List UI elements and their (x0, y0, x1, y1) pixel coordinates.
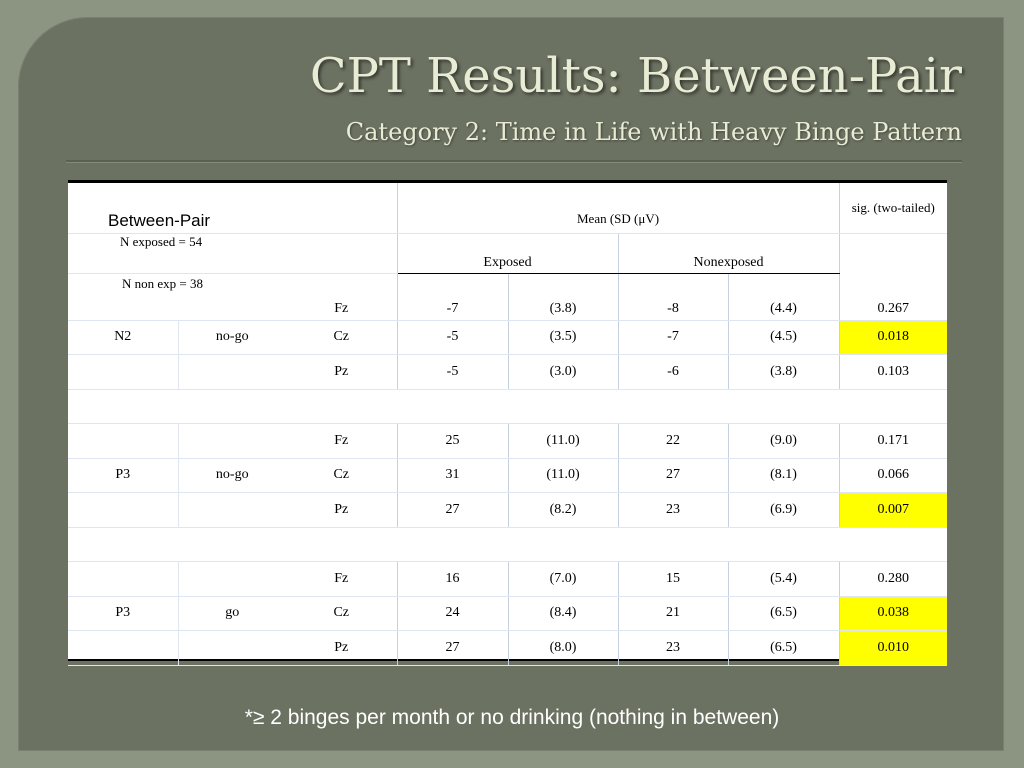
component-cell (68, 424, 178, 459)
sig-cell: 0.018 (839, 320, 947, 355)
table-row (68, 562, 947, 597)
nonexposed-sd-cell: (6.5) (728, 596, 839, 631)
table-row (68, 596, 947, 631)
nonexposed-sd-cell: (4.4) (728, 273, 839, 320)
table-row (68, 273, 947, 320)
table-row (68, 355, 947, 390)
site-cell: Cz (286, 320, 397, 355)
slide-subtitle: Category 2: Time in Life with Heavy Binge Pattern (345, 118, 962, 146)
exposed-mean-cell: 24 (397, 596, 508, 631)
spacer-cell (68, 527, 947, 562)
exposed-header: Exposed (397, 233, 618, 273)
sig-cell: 0.007 (839, 493, 947, 528)
sig-cell: 0.103 (839, 355, 947, 390)
site-cell: Cz (286, 458, 397, 493)
condition-cell: no-go (178, 320, 286, 355)
condition-cell (178, 493, 286, 528)
footnote: *≥ 2 binges per month or no drinking (nothing in between) (244, 706, 780, 729)
exposed-sd-cell: (8.0) (508, 631, 618, 666)
nonexposed-mean-cell: 21 (618, 596, 728, 631)
site-cell: Pz (286, 631, 397, 666)
exposed-sd-cell: (3.5) (508, 320, 618, 355)
exposed-sd-cell: (3.0) (508, 355, 618, 390)
exposed-sd-cell: (7.0) (508, 562, 618, 597)
n-exposed-label: N exposed = 54 (68, 233, 397, 273)
sig-cell: 0.066 (839, 458, 947, 493)
component-cell: P3 (68, 458, 178, 493)
condition-cell (178, 355, 286, 390)
exposed-sd-cell: (11.0) (508, 458, 618, 493)
component-cell (68, 562, 178, 597)
nonexposed-header: Nonexposed (618, 233, 839, 273)
table-row (68, 631, 947, 666)
nonexposed-mean-cell: -6 (618, 355, 728, 390)
table-row (68, 458, 947, 493)
table-row (68, 320, 947, 355)
nonexposed-mean-cell: 27 (618, 458, 728, 493)
component-cell (68, 493, 178, 528)
exposed-mean-cell: -5 (397, 320, 508, 355)
slide-title: CPT Results: Between-Pair (309, 48, 962, 104)
sig-header-spacer (839, 233, 947, 273)
exposed-mean-cell: -7 (397, 273, 508, 320)
table-row (68, 493, 947, 528)
n-nonexp-label: N non exp = 38 (68, 273, 286, 320)
nonexposed-sd-cell: (6.9) (728, 493, 839, 528)
condition-cell (178, 631, 286, 666)
exposed-mean-cell: -5 (397, 355, 508, 390)
nonexposed-sd-cell: (5.4) (728, 562, 839, 597)
spacer-cell (68, 389, 947, 424)
nonexposed-sd-cell: (4.5) (728, 320, 839, 355)
condition-cell: go (178, 596, 286, 631)
exposed-sd-cell: (3.8) (508, 273, 618, 320)
nonexposed-mean-cell: -8 (618, 273, 728, 320)
title-divider (66, 160, 962, 163)
nonexposed-sd-cell: (9.0) (728, 424, 839, 459)
header-row-1 (68, 183, 947, 233)
exposed-mean-cell: 27 (397, 631, 508, 666)
results-table (68, 180, 947, 661)
exposed-mean-cell: 16 (397, 562, 508, 597)
corner-label: Between-Pair (68, 183, 397, 233)
exposed-mean-cell: 25 (397, 424, 508, 459)
results-table-grid (68, 183, 947, 666)
sig-cell: 0.267 (839, 273, 947, 320)
exposed-sd-cell: (11.0) (508, 424, 618, 459)
condition-cell: no-go (178, 458, 286, 493)
sig-cell: 0.038 (839, 596, 947, 631)
exposed-sd-cell: (8.2) (508, 493, 618, 528)
site-cell: Fz (286, 424, 397, 459)
site-cell: Fz (286, 562, 397, 597)
nonexposed-mean-cell: 15 (618, 562, 728, 597)
mean-sd-header: Mean (SD (μV) (397, 183, 839, 233)
component-cell: P3 (68, 596, 178, 631)
group-spacer-row (68, 389, 947, 424)
header-row-2 (68, 233, 947, 273)
site-cell: Cz (286, 596, 397, 631)
sig-cell: 0.171 (839, 424, 947, 459)
site-cell: Pz (286, 493, 397, 528)
sig-header: sig. (two-tailed) (839, 183, 947, 233)
component-cell: N2 (68, 320, 178, 355)
component-cell (68, 631, 178, 666)
nonexposed-sd-cell: (6.5) (728, 631, 839, 666)
exposed-mean-cell: 27 (397, 493, 508, 528)
component-cell (68, 355, 178, 390)
table-row (68, 424, 947, 459)
exposed-sd-cell: (8.4) (508, 596, 618, 631)
nonexposed-mean-cell: 23 (618, 493, 728, 528)
nonexposed-mean-cell: -7 (618, 320, 728, 355)
condition-cell (178, 424, 286, 459)
condition-cell (178, 562, 286, 597)
sig-cell: 0.280 (839, 562, 947, 597)
group-spacer-row (68, 527, 947, 562)
site-cell: Fz (286, 273, 397, 320)
nonexposed-mean-cell: 23 (618, 631, 728, 666)
exposed-mean-cell: 31 (397, 458, 508, 493)
nonexposed-sd-cell: (3.8) (728, 355, 839, 390)
sig-cell: 0.010 (839, 631, 947, 666)
nonexposed-mean-cell: 22 (618, 424, 728, 459)
nonexposed-sd-cell: (8.1) (728, 458, 839, 493)
site-cell: Pz (286, 355, 397, 390)
